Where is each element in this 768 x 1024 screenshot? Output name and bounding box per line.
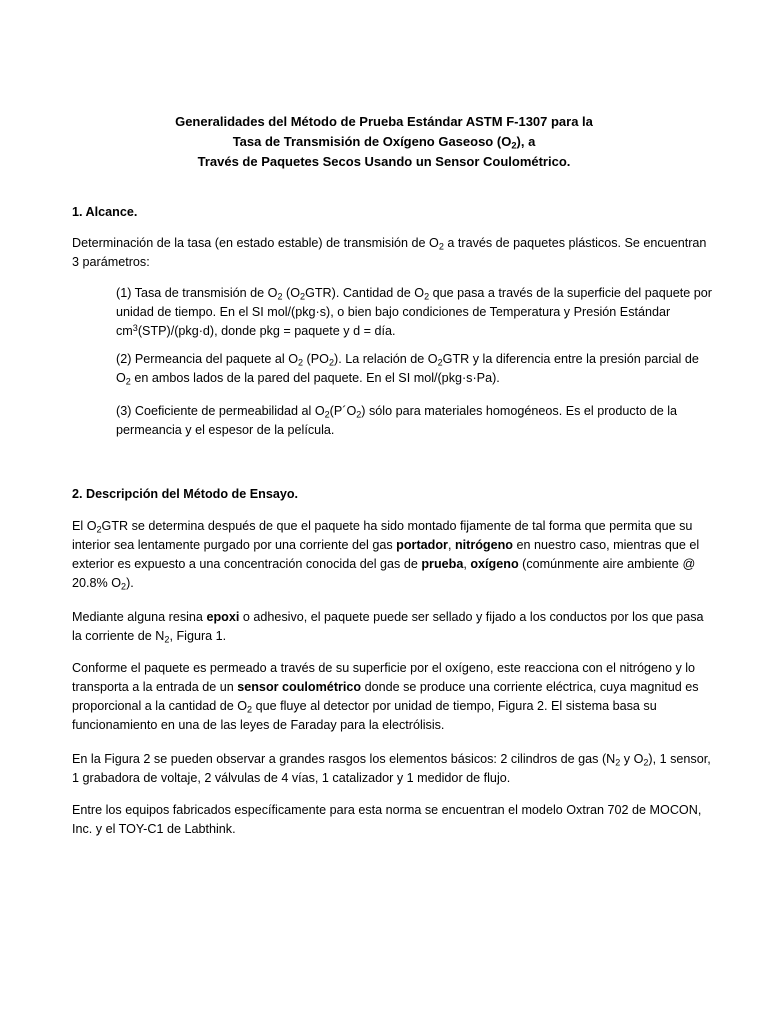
parameter-2: (2) Permeancia del paquete al $O_2$ $(PO_2)$. La relación de $O_2GTR$ y la diferencia entre la presión parcial de $O_2$ en ambos lados de la pared del paquete. En el SI mol/(pkg·s·Pa). (116, 352, 699, 387)
section-2-heading: 2. Descripción del Método de Ensayo. (72, 487, 299, 501)
method-paragraph-2: Mediante alguna resina epoxi o adhesivo, el paquete puede ser sellado y fijado a los conductos por los que pasa la corriente de $N_2$, Figura 1. (72, 610, 704, 645)
parameter-1: (1) Tasa de transmisión de $O_2$ $(O_2GTR)$. Cantidad de $O_2$ que pasa a través de la superficie del paquete por unidad de tiempo. En el SI mol/(pkg·s), o bien bajo condiciones de Temperatura y Presión Estándar $cm^3(STP)/(pkg\cdot d)$, donde pkg = paquete y d = día. (116, 286, 712, 338)
title-line-2: Tasa de Transmisión de Oxígeno Gaseoso $(O_2)$, a (232, 134, 536, 151)
document-title (72, 112, 696, 172)
method-paragraph-1: El $O_2GTR$ se determina después de que el paquete ha sido montado fijamente de tal forma que permita que su interior sea lentamente purgado por una corriente del gas portador, nitrógeno en nuestro caso, mientras que el exterior es expuesto a una concentración conocida del gas de prueba, oxígeno (comúnmente aire ambiente @ 20.8% $O_2$). (72, 519, 700, 592)
method-paragraph-3: Conforme el paquete es permeado a través de su superficie por el oxígeno, este reacciona con el nitrógeno y lo transporta a la entrada de un sensor coulométrico donde se produce una corriente eléctrica, cuya magnitud es proporcional a la cantidad de $O_2$ que fluye al detector por unidad de tiempo, Figura 2. El sistema basa su funcionamiento en una de las leyes de Faraday para la electrólisis. (72, 661, 699, 732)
title-line-1: Generalidades del Método de Prueba Estándar ASTM F-1307 para la (175, 114, 593, 129)
section-1-heading: 1. Alcance. (72, 205, 138, 219)
method-paragraph-4: En la Figura 2 se pueden observar a grandes rasgos los elementos básicos: 2 cilindros de gas ($N_2$ y $O_2$), 1 sensor, 1 grabadora de voltaje, 2 válvulas de 4 vías, 1 catalizador y 1 medidor de flujo. (72, 752, 711, 785)
section-1-intro: Determinación de la tasa (en estado estable) de transmisión de $O_2$ a través de paquetes plásticos. Se encuentran 3 parámetros: (72, 236, 707, 269)
method-paragraph-5: Entre los equipos fabricados específicamente para esta norma se encuentran el modelo Oxtran 702 de MOCON, Inc. y el TOY-C1 de Labthink. (72, 803, 702, 836)
parameter-3: (3) Coeficiente de permeabilidad al $O_2(P´O_2)$ sólo para materiales homogéneos. Es el producto de la permeancia y el espesor de la película. (116, 404, 678, 437)
title-line-3: Través de Paquetes Secos Usando un Sensor Coulométrico. (197, 154, 571, 169)
